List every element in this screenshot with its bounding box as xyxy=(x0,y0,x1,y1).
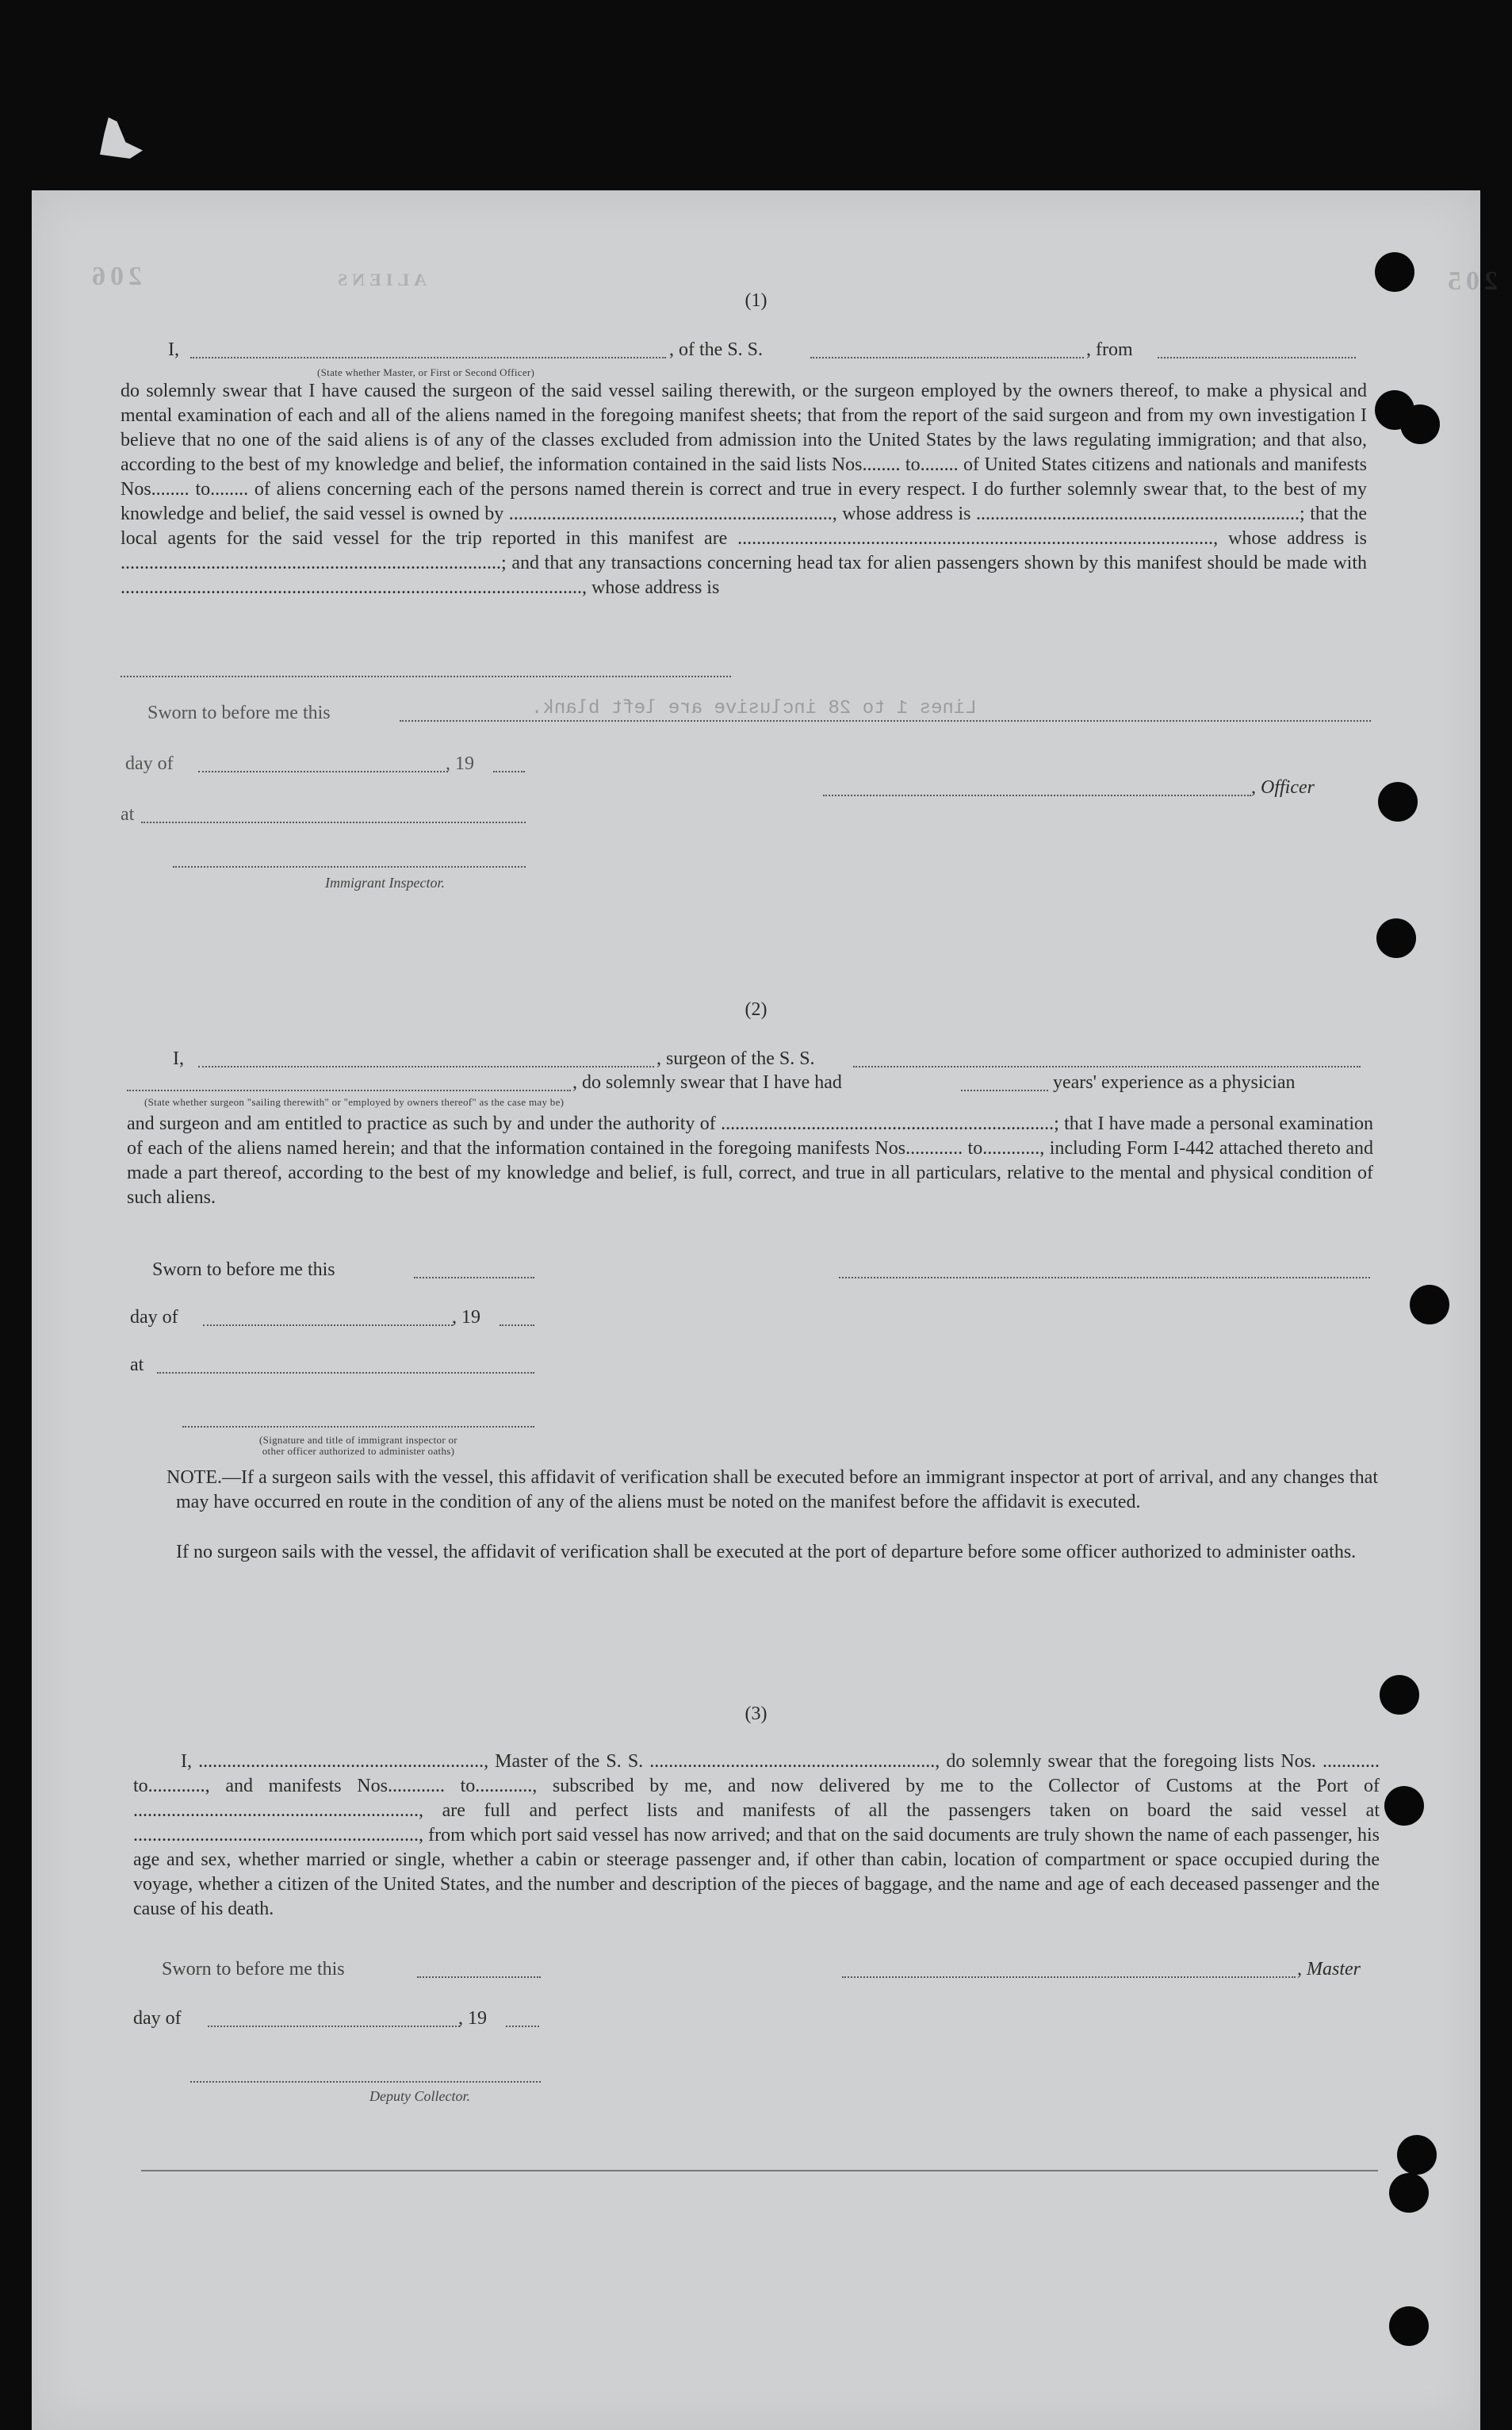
document-page xyxy=(32,190,1498,2430)
inspector-signature-field[interactable] xyxy=(173,866,526,868)
at-label-1: at xyxy=(121,804,135,825)
year-field-2[interactable] xyxy=(500,1324,534,1326)
surgeon-swear-label: , do solemnly swear that I have had xyxy=(572,1072,842,1093)
surgeon-vessel-label: , surgeon of the S. S. xyxy=(656,1048,815,1069)
signature-caption-line-2: other officer authorized to administer oaths) xyxy=(262,1445,455,1457)
years-experience-label: years' experience as a physician xyxy=(1053,1072,1296,1093)
bleed-through-stamp: 205 xyxy=(1443,266,1498,296)
section-2-line1-prefix: I, xyxy=(173,1048,184,1069)
vessel-name-field[interactable] xyxy=(810,357,1084,358)
officer-signature-field-2[interactable] xyxy=(182,1426,534,1428)
master-name-field[interactable] xyxy=(190,357,666,358)
years-experience-field[interactable] xyxy=(961,1090,1048,1091)
sworn-date-field-3[interactable] xyxy=(417,1976,541,1978)
punch-hole xyxy=(1375,252,1414,292)
signature-caption-line-1: (Signature and title of immigrant inspector or xyxy=(259,1434,457,1446)
day-field-1[interactable] xyxy=(198,771,448,772)
at-label-2: at xyxy=(130,1355,144,1375)
punch-hole xyxy=(1397,2135,1437,2175)
at-place-field-2[interactable] xyxy=(157,1372,534,1374)
section-1-vessel-label: , of the S. S. xyxy=(669,339,764,360)
surgeon-signature-field[interactable] xyxy=(839,1277,1370,1278)
officer-signature-field[interactable] xyxy=(823,795,1251,796)
note-paragraph-2: If no surgeon sails with the vessel, the affidavit of verification shall be executed at the port of departure before some officer authorized to administer oaths. xyxy=(176,1542,1357,1562)
section-1-instruction: (State whether Master, or First or Second Officer) xyxy=(317,366,535,378)
section-2-oath-text: and surgeon and am entitled to practice as such by and under the authority of ......................................................................; that I have made a personal examination of each of the aliens named herein; and that the information contained in the foregoing manifests Nos............ to............, including Form I-442 attached thereto and made a part thereof, according to the best of my knowledge and belief, is full, correct, and true in all particulars, relative to the mental and physical condition of such aliens. xyxy=(127,1113,1373,1208)
year-field-1[interactable] xyxy=(493,771,525,772)
note-paragraph-1: NOTE.—If a surgeon sails with the vessel, this affidavit of verification shall be executed before an immigrant inspector at port of arrival, and any changes that may have occurred en route in the condition of any of the aliens must be noted on the manifest before the affidavit is executed. xyxy=(167,1467,1378,1512)
bleed-through-stamp: ALIENS xyxy=(333,270,427,289)
year-label-2: , 19 xyxy=(452,1307,480,1328)
punch-hole xyxy=(1378,782,1418,822)
section-1-from-label: , from xyxy=(1086,339,1133,360)
punch-hole xyxy=(1410,1285,1449,1324)
bleed-through-stamp: 206 xyxy=(87,262,142,291)
section-3-number: (3) xyxy=(745,1704,767,1724)
punch-hole xyxy=(1389,2173,1429,2213)
surgeon-vessel-field[interactable] xyxy=(853,1066,1361,1067)
section-2-instruction: (State whether surgeon "sailing therewith" or "employed by owners thereof" as the case may be) xyxy=(144,1096,565,1108)
immigrant-inspector-label: Immigrant Inspector. xyxy=(325,875,445,891)
day-field-3[interactable] xyxy=(208,2026,460,2027)
section-2-number: (2) xyxy=(745,999,767,1020)
sworn-label-2: Sworn to before me this xyxy=(152,1259,335,1280)
address-continuation-field[interactable] xyxy=(121,676,731,677)
at-place-field-1[interactable] xyxy=(141,822,526,823)
master-signature-field[interactable] xyxy=(842,1976,1296,1978)
bleed-through-typed-note: Lines 1 to 28 inclusive are left blank. xyxy=(531,698,977,719)
section-3-oath-text: I, ............................................................, Master of the S. S. ............................................................, do solemnly swear that the foregoing lists Nos. ............ to............, and manifests Nos............ to............, subscribed by me, and now delivered by me to the Collector of Customs at the Port of ............................................................, are full and perfect lists and manifests of all the passengers taken on board the said vessel at ............................................................, from which port said vessel has now arrived; and that on the said documents are truly shown the name of each passenger, his age and sex, whether married or single, whether a cabin or steerage passenger and, if other than cabin, location of compartment or space occupied during the voyage, whether a citizen of the United States, and the number and description of the pieces of baggage, and the name and age of each deceased passenger and the cause of his death. xyxy=(133,1751,1380,1919)
section-1-line1-prefix: I, xyxy=(168,339,179,360)
master-label: , Master xyxy=(1297,1959,1361,1980)
torn-paper-fragment xyxy=(100,117,143,159)
day-of-label-3: day of xyxy=(133,2008,182,2029)
bottom-divider xyxy=(141,2170,1378,2171)
section-1-oath-text: do solemnly swear that I have caused the surgeon of the said vessel sailing therewith, or the surgeon employed by the owners thereof, to make a physical and mental examination of each and all of the aliens named in the foregoing manifest sheets; that from the report of the said surgeon and from my own investigation I believe that no one of the said aliens is of any of the classes excluded from admission into the United States by the laws regulating immigration; and that also, according to the best of my knowledge and belief, the information contained in the said lists Nos........ to........ of United States citizens and nationals and manifests Nos........ to........ of aliens concerning each of the persons named therein is correct and true in every respect. I do further solemnly swear that, to the best of my knowledge and belief, the said vessel is owned by ...................................................................., whose address is ....................................................................; that the local agents for the said vessel for the trip reported in this manifest are ...................................................................................................., whose address is ................................................................................; and that any transactions concerning head tax for alien passengers shown by this manifest should be made with ................................................................................................., whose address is xyxy=(121,381,1367,598)
deputy-collector-label: Deputy Collector. xyxy=(369,2088,470,2104)
surgeon-name-field[interactable] xyxy=(198,1066,654,1067)
section-1-number: (1) xyxy=(745,290,767,311)
year-field-3[interactable] xyxy=(506,2026,539,2027)
punch-hole xyxy=(1380,1675,1419,1715)
officer-label: , Officer xyxy=(1251,777,1315,798)
day-field-2[interactable] xyxy=(203,1324,453,1326)
sworn-label-3: Sworn to before me this xyxy=(162,1959,345,1980)
year-label-3: , 19 xyxy=(458,2008,487,2029)
punch-hole xyxy=(1384,1786,1424,1826)
day-of-label-2: day of xyxy=(130,1307,178,1328)
punch-hole xyxy=(1400,404,1440,444)
punch-hole xyxy=(1376,918,1416,958)
sworn-date-field-2[interactable] xyxy=(414,1277,534,1278)
sworn-label-1: Sworn to before me this xyxy=(147,703,331,723)
surgeon-status-field[interactable] xyxy=(127,1090,571,1091)
year-label-1: , 19 xyxy=(446,753,474,774)
departure-port-field[interactable] xyxy=(1158,357,1356,358)
day-of-label-1: day of xyxy=(125,753,174,774)
deputy-collector-signature-field[interactable] xyxy=(190,2081,541,2083)
punch-hole xyxy=(1389,2306,1429,2346)
